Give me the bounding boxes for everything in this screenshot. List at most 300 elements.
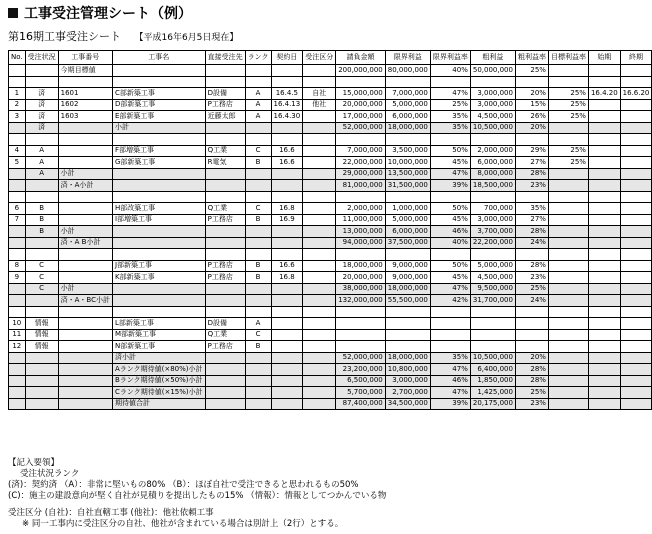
table-row — [9, 203, 652, 215]
table-cell: 済小計 — [112, 352, 205, 364]
table-cell — [245, 283, 271, 295]
table-cell — [58, 387, 112, 399]
table-cell — [245, 306, 271, 318]
table-cell — [588, 226, 620, 238]
table-cell: H部改築工事 — [112, 203, 205, 215]
table-cell: C — [245, 203, 271, 215]
table-cell: 15% — [515, 99, 548, 111]
table-row — [9, 260, 652, 272]
table-cell — [548, 134, 588, 146]
table-cell — [9, 65, 26, 77]
table-cell: 18,000,000 — [385, 352, 430, 364]
table-cell: 1602 — [58, 99, 112, 111]
table-cell: 4,500,000 — [470, 272, 515, 284]
table-cell — [25, 387, 58, 399]
table-cell — [385, 134, 430, 146]
table-cell: 38,000,000 — [336, 283, 386, 295]
table-cell: 8 — [9, 260, 26, 272]
table-cell: 小計 — [58, 226, 112, 238]
table-cell: G部新築工事 — [112, 157, 205, 169]
table-cell — [245, 180, 271, 192]
table-cell — [9, 306, 26, 318]
table-cell — [245, 375, 271, 387]
table-cell: 16.8 — [271, 272, 303, 284]
table-cell: 22,200,000 — [470, 237, 515, 249]
table-cell — [245, 398, 271, 410]
table-cell — [205, 249, 245, 261]
table-cell — [303, 203, 336, 215]
table-cell — [303, 237, 336, 249]
table-cell: 15,000,000 — [336, 88, 386, 100]
table-cell — [548, 329, 588, 341]
table-cell: 小計 — [112, 122, 205, 134]
table-cell: B — [245, 272, 271, 284]
table-cell: 94,000,000 — [336, 237, 386, 249]
table-cell: 132,000,000 — [336, 295, 386, 307]
table-cell — [271, 306, 303, 318]
table-cell — [336, 318, 386, 330]
table-cell: P工務店 — [205, 214, 245, 226]
table-cell — [303, 122, 336, 134]
table-cell: 200,000,000 — [336, 65, 386, 77]
table-cell: 11 — [9, 329, 26, 341]
table-cell — [245, 364, 271, 376]
table-cell — [271, 352, 303, 364]
title-text: 工事受注管理シート（例） — [24, 6, 192, 22]
table-cell: 情報 — [25, 318, 58, 330]
table-cell: 12 — [9, 341, 26, 353]
table-cell: 20,000,000 — [336, 272, 386, 284]
table-cell: 45% — [430, 157, 470, 169]
table-cell: 16.4.5 — [271, 88, 303, 100]
table-cell — [9, 283, 26, 295]
table-cell: 6,000,000 — [385, 226, 430, 238]
table-cell — [385, 249, 430, 261]
table-cell: P工務店 — [205, 341, 245, 353]
square-bullet-icon — [8, 8, 18, 18]
table-cell — [548, 180, 588, 192]
header-cell: 請負金額 — [336, 51, 386, 65]
table-cell: 700,000 — [470, 203, 515, 215]
table-cell — [205, 295, 245, 307]
table-cell — [588, 352, 620, 364]
table-cell: B — [245, 214, 271, 226]
table-cell — [620, 387, 652, 399]
table-row — [9, 375, 652, 387]
table-cell — [548, 76, 588, 88]
table-cell: 10 — [9, 318, 26, 330]
table-cell — [470, 341, 515, 353]
table-cell: 3,500,000 — [385, 145, 430, 157]
table-cell — [271, 329, 303, 341]
table-cell — [271, 65, 303, 77]
table-cell: 1603 — [58, 111, 112, 123]
table-cell: B — [245, 260, 271, 272]
table-cell — [470, 134, 515, 146]
table-cell — [9, 237, 26, 249]
table-cell — [588, 398, 620, 410]
table-cell: 6,000,000 — [385, 111, 430, 123]
table-cell: 45% — [430, 272, 470, 284]
table-cell — [303, 318, 336, 330]
table-row — [9, 364, 652, 376]
table-cell: 済・A・BC小計 — [58, 295, 112, 307]
table-cell: 小計 — [58, 283, 112, 295]
table-cell — [548, 283, 588, 295]
table-cell — [112, 180, 205, 192]
table-cell: 3,000,000 — [470, 99, 515, 111]
table-cell: 16.4.13 — [271, 99, 303, 111]
table-cell: 24% — [515, 237, 548, 249]
table-cell — [303, 375, 336, 387]
table-cell — [336, 76, 386, 88]
table-cell: 済 — [25, 111, 58, 123]
table-cell: 4 — [9, 145, 26, 157]
table-cell — [620, 180, 652, 192]
table-cell: P工務店 — [205, 99, 245, 111]
table-cell: 期待値合計 — [112, 398, 205, 410]
table-cell: 6,400,000 — [470, 364, 515, 376]
table-cell: C — [25, 260, 58, 272]
table-cell: 1,850,000 — [470, 375, 515, 387]
table-cell — [58, 341, 112, 353]
table-cell: 9 — [9, 272, 26, 284]
table-cell: 済・A小計 — [58, 180, 112, 192]
table-cell: A — [25, 157, 58, 169]
table-cell — [303, 260, 336, 272]
table-cell — [271, 191, 303, 203]
table-cell — [271, 387, 303, 399]
table-cell — [9, 398, 26, 410]
table-cell — [620, 122, 652, 134]
table-cell: 16.4.30 — [271, 111, 303, 123]
table-cell — [205, 180, 245, 192]
table-cell: P工務店 — [205, 260, 245, 272]
table-cell: B — [25, 214, 58, 226]
table-cell — [303, 341, 336, 353]
table-cell — [515, 329, 548, 341]
table-cell — [25, 249, 58, 261]
table-cell — [620, 65, 652, 77]
table-cell: Aランク期待値(×80%)小計 — [112, 364, 205, 376]
table-cell — [303, 214, 336, 226]
table-cell — [548, 272, 588, 284]
table-row — [9, 352, 652, 364]
table-cell — [620, 306, 652, 318]
table-cell: 3,000,000 — [470, 88, 515, 100]
table-cell — [470, 306, 515, 318]
table-row — [9, 65, 652, 77]
table-cell — [430, 134, 470, 146]
table-cell — [9, 387, 26, 399]
header-cell: 受注状況 — [25, 51, 58, 65]
notes-footnote: ※ 同一工事内に受注区分の自社、他社が含まれている場合は別計上（2行）とする。 — [22, 519, 344, 529]
table-cell: 6 — [9, 203, 26, 215]
table-cell — [205, 226, 245, 238]
table-cell — [245, 352, 271, 364]
table-cell — [620, 145, 652, 157]
table-cell — [588, 364, 620, 376]
table-cell — [515, 306, 548, 318]
table-cell — [548, 352, 588, 364]
table-cell — [205, 168, 245, 180]
table-row — [9, 237, 652, 249]
table-cell: 24% — [515, 295, 548, 307]
table-cell — [271, 283, 303, 295]
table-cell — [548, 65, 588, 77]
table-cell: 10,500,000 — [470, 352, 515, 364]
table-cell: 46% — [430, 375, 470, 387]
table-cell — [9, 352, 26, 364]
table-cell — [271, 122, 303, 134]
table-cell: 35% — [430, 111, 470, 123]
table-cell: 26% — [515, 111, 548, 123]
table-cell — [25, 352, 58, 364]
table-cell: A — [245, 111, 271, 123]
table-cell — [430, 341, 470, 353]
table-cell — [25, 65, 58, 77]
table-cell: 87,400,000 — [336, 398, 386, 410]
table-cell — [548, 122, 588, 134]
table-cell — [25, 398, 58, 410]
table-cell: 46% — [430, 226, 470, 238]
table-cell: 47% — [430, 168, 470, 180]
table-cell — [58, 398, 112, 410]
table-cell — [9, 76, 26, 88]
table-row — [9, 226, 652, 238]
table-cell — [112, 226, 205, 238]
table-cell — [112, 76, 205, 88]
table-cell — [620, 295, 652, 307]
table-cell — [271, 318, 303, 330]
table-cell: 20,000,000 — [336, 99, 386, 111]
table-cell: 3,000,000 — [385, 375, 430, 387]
sheet-title: 第16期工事受注シート — [8, 30, 121, 43]
table-cell: 23% — [515, 272, 548, 284]
table-cell: K部新築工事 — [112, 272, 205, 284]
table-cell — [245, 387, 271, 399]
table-cell — [9, 191, 26, 203]
table-cell: 16.6 — [271, 145, 303, 157]
table-cell: 1601 — [58, 88, 112, 100]
table-cell: 28% — [515, 260, 548, 272]
notes-rank-heading: 受注状況ランク — [20, 469, 80, 479]
table-cell — [245, 65, 271, 77]
table-cell — [548, 260, 588, 272]
table-cell: 今期目標値 — [58, 65, 112, 77]
table-cell — [58, 260, 112, 272]
table-cell — [515, 191, 548, 203]
table-cell — [548, 249, 588, 261]
table-cell: 7,000,000 — [385, 88, 430, 100]
table-cell: 10,500,000 — [470, 122, 515, 134]
table-cell — [588, 191, 620, 203]
table-cell — [588, 329, 620, 341]
table-cell: 13,000,000 — [336, 226, 386, 238]
table-cell — [588, 157, 620, 169]
table-cell — [588, 237, 620, 249]
header-cell: ランク — [245, 51, 271, 65]
table-cell: 自社 — [303, 88, 336, 100]
table-cell — [271, 134, 303, 146]
table-cell — [588, 111, 620, 123]
table-cell: F部増築工事 — [112, 145, 205, 157]
table-row — [9, 329, 652, 341]
table-cell — [620, 237, 652, 249]
table-cell — [245, 237, 271, 249]
table-cell: 35% — [430, 352, 470, 364]
table-cell: 39% — [430, 180, 470, 192]
header-cell: 終期 — [620, 51, 652, 65]
table-cell: 16.4.20 — [588, 88, 620, 100]
table-cell: 11,000,000 — [336, 214, 386, 226]
table-row — [9, 341, 652, 353]
table-cell — [112, 249, 205, 261]
table-cell — [303, 145, 336, 157]
table-cell: 5 — [9, 157, 26, 169]
table-cell: A — [245, 99, 271, 111]
table-cell — [303, 364, 336, 376]
table-cell: 情報 — [25, 329, 58, 341]
table-cell: 1,000,000 — [385, 203, 430, 215]
table-cell — [205, 283, 245, 295]
table-cell: N部新築工事 — [112, 341, 205, 353]
table-cell — [245, 226, 271, 238]
table-cell — [271, 364, 303, 376]
table-cell: 47% — [430, 88, 470, 100]
table-cell — [205, 364, 245, 376]
table-cell — [588, 375, 620, 387]
table-header-row — [9, 51, 652, 65]
table-cell — [25, 180, 58, 192]
table-cell — [271, 76, 303, 88]
table-cell: 16.6.20 — [620, 88, 652, 100]
table-cell — [112, 237, 205, 249]
table-cell: 81,000,000 — [336, 180, 386, 192]
table-cell — [271, 180, 303, 192]
table-cell: 9,000,000 — [385, 260, 430, 272]
table-cell: L部新築工事 — [112, 318, 205, 330]
date-note: 【平成16年6月5日現在】 — [134, 33, 239, 43]
table-cell: 18,000,000 — [385, 283, 430, 295]
table-row — [9, 306, 652, 318]
table-cell — [303, 76, 336, 88]
table-cell — [9, 295, 26, 307]
table-cell: 2 — [9, 99, 26, 111]
sheet-header — [8, 28, 238, 44]
table-row — [9, 122, 652, 134]
table-cell — [620, 352, 652, 364]
table-cell: 6,000,000 — [470, 157, 515, 169]
table-row — [9, 387, 652, 399]
table-cell: D設備 — [205, 318, 245, 330]
table-cell: 25% — [515, 65, 548, 77]
table-cell — [548, 364, 588, 376]
table-cell — [620, 76, 652, 88]
table-cell — [548, 375, 588, 387]
table-cell: P工務店 — [205, 272, 245, 284]
table-cell: 25% — [548, 145, 588, 157]
table-cell — [58, 191, 112, 203]
table-row — [9, 111, 652, 123]
header-cell: 目標利益率 — [548, 51, 588, 65]
table-cell — [548, 214, 588, 226]
table-cell: A — [245, 318, 271, 330]
table-row — [9, 283, 652, 295]
table-cell — [515, 318, 548, 330]
table-cell: 50% — [430, 145, 470, 157]
table-cell — [515, 249, 548, 261]
table-cell: 31,500,000 — [385, 180, 430, 192]
table-row — [9, 134, 652, 146]
header-cell: 粗利益率 — [515, 51, 548, 65]
table-cell: E部新築工事 — [112, 111, 205, 123]
table-cell: 他社 — [303, 99, 336, 111]
table-cell — [548, 191, 588, 203]
table-cell: 7,000,000 — [336, 145, 386, 157]
table-cell — [620, 214, 652, 226]
table-cell — [205, 387, 245, 399]
table-cell — [548, 398, 588, 410]
table-cell: 5,000,000 — [385, 214, 430, 226]
table-cell — [620, 260, 652, 272]
table-cell: 25% — [515, 387, 548, 399]
table-cell — [548, 306, 588, 318]
table-cell: 5,000,000 — [385, 99, 430, 111]
table-row — [9, 88, 652, 100]
table-cell — [620, 318, 652, 330]
table-cell — [430, 249, 470, 261]
table-cell — [588, 249, 620, 261]
table-cell: 9,500,000 — [470, 283, 515, 295]
table-cell — [245, 76, 271, 88]
table-cell: 10,800,000 — [385, 364, 430, 376]
table-cell — [9, 180, 26, 192]
table-cell — [205, 398, 245, 410]
table-cell — [271, 398, 303, 410]
table-cell — [205, 122, 245, 134]
table-cell — [336, 341, 386, 353]
table-cell — [303, 352, 336, 364]
table-cell — [25, 237, 58, 249]
table-cell — [588, 99, 620, 111]
table-cell — [620, 226, 652, 238]
table-cell — [303, 272, 336, 284]
table-cell — [303, 191, 336, 203]
table-cell — [245, 295, 271, 307]
table-row — [9, 180, 652, 192]
table-cell: 小計 — [58, 168, 112, 180]
table-cell: 50% — [430, 260, 470, 272]
table-cell — [271, 341, 303, 353]
table-cell: 20% — [515, 122, 548, 134]
table-cell — [58, 134, 112, 146]
table-cell — [620, 111, 652, 123]
table-cell — [515, 341, 548, 353]
table-cell — [9, 226, 26, 238]
table-cell: D設備 — [205, 88, 245, 100]
header-cell: 限界利益 — [385, 51, 430, 65]
table-cell — [548, 226, 588, 238]
table-cell: 3,700,000 — [470, 226, 515, 238]
table-cell — [336, 329, 386, 341]
table-cell — [588, 306, 620, 318]
table-cell — [336, 191, 386, 203]
table-cell — [620, 272, 652, 284]
table-cell: 20,175,000 — [470, 398, 515, 410]
table-cell — [25, 375, 58, 387]
table-cell: 1 — [9, 88, 26, 100]
